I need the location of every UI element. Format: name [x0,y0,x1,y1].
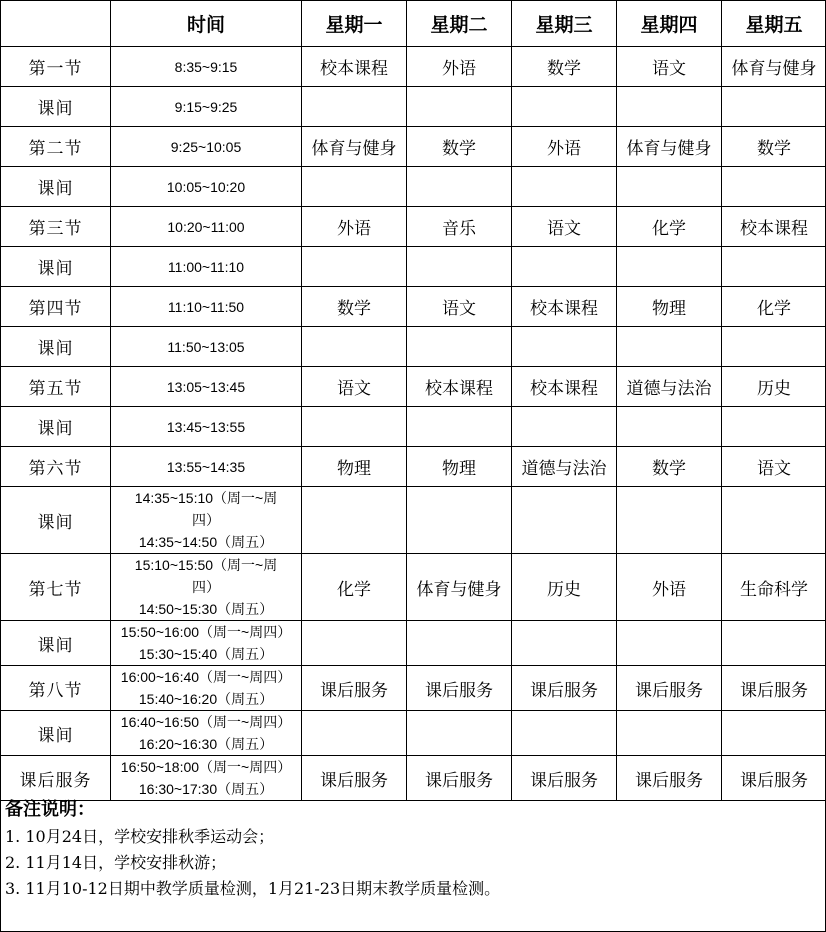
subject-cell: 外语 [512,127,617,167]
period-label: 第三节 [1,207,111,247]
subject-cell: 体育与健身 [722,47,826,87]
subject-cell [302,711,407,756]
period-time [111,167,302,207]
subject-cell [512,407,617,447]
period-label: 第七节 [1,554,111,621]
period-time [111,756,302,801]
subject-cell: 化学 [617,207,722,247]
note-item: 1. 10月24日，学校安排秋季运动会； [5,827,275,846]
period-label: 课间 [1,87,111,127]
period-label: 课间 [1,487,111,554]
subject-cell: 历史 [512,554,617,621]
timetable-row [1,207,826,247]
subject-cell: 物理 [407,447,512,487]
subject-cell [407,621,512,666]
subject-cell: 语文 [302,367,407,407]
subject-cell: 物理 [617,287,722,327]
period-label: 课后服务 [1,756,111,801]
day-header-tuesday: 星期二 [407,1,512,47]
period-label: 课间 [1,327,111,367]
timetable-body [1,47,826,801]
subject-cell [617,711,722,756]
period-time-line: 16:50~18:00（周一~周四） [120,759,292,775]
period-time-line: 10:05~10:20 [166,178,246,195]
subject-cell: 校本课程 [302,47,407,87]
subject-cell: 课后服务 [302,666,407,711]
subject-cell: 语文 [722,447,826,487]
subject-cell: 外语 [617,554,722,621]
timetable-row [1,666,826,711]
subject-cell: 校本课程 [722,207,826,247]
subject-cell: 课后服务 [617,756,722,801]
timetable-row [1,554,826,621]
period-label: 课间 [1,711,111,756]
subject-cell [512,487,617,554]
period-time-line: 14:35~14:50（周五） [138,534,274,550]
subject-cell: 校本课程 [512,367,617,407]
period-label: 第五节 [1,367,111,407]
subject-cell [617,407,722,447]
subject-cell [512,711,617,756]
subject-cell [617,87,722,127]
subject-cell [407,407,512,447]
subject-cell: 数学 [302,287,407,327]
period-time-line: 13:45~13:55 [166,418,246,435]
period-time-line: 13:55~14:35 [166,458,246,475]
period-label: 第二节 [1,127,111,167]
subject-cell [722,711,826,756]
period-time-line: 16:30~17:30（周五） [138,781,274,797]
subject-cell [617,327,722,367]
subject-cell: 体育与健身 [617,127,722,167]
subject-cell: 校本课程 [407,367,512,407]
period-time-line: 10:20~11:00 [167,218,245,235]
period-time [111,666,302,711]
timetable-row [1,87,826,127]
notes-title: 备注说明： [5,799,95,820]
header-row [1,1,826,47]
day-header-monday: 星期一 [302,1,407,47]
subject-cell [617,167,722,207]
subject-cell [302,167,407,207]
subject-cell: 体育与健身 [302,127,407,167]
period-time-line: 四） [192,579,220,595]
subject-cell [302,247,407,287]
period-time [111,127,302,167]
timetable-row [1,47,826,87]
day-header-friday: 星期五 [722,1,826,47]
subject-cell [512,167,617,207]
subject-cell [617,487,722,554]
subject-cell: 历史 [722,367,826,407]
period-label: 课间 [1,621,111,666]
period-time [111,487,302,554]
subject-cell: 课后服务 [722,666,826,711]
timetable-row [1,247,826,287]
subject-cell: 音乐 [407,207,512,247]
subject-cell [302,407,407,447]
period-label: 课间 [1,167,111,207]
period-time-line: 11:10~11:50 [167,298,245,315]
subject-cell: 道德与法治 [512,447,617,487]
subject-cell [512,87,617,127]
subject-cell [722,247,826,287]
subject-cell: 课后服务 [407,666,512,711]
subject-cell: 外语 [302,207,407,247]
day-header-thursday: 星期四 [617,1,722,47]
time-column-header: 时间 [111,1,302,47]
period-time [111,287,302,327]
subject-cell [302,487,407,554]
subject-cell: 课后服务 [407,756,512,801]
period-time [111,367,302,407]
period-time-line: 11:00~11:10 [167,258,245,275]
subject-cell: 道德与法治 [617,367,722,407]
timetable-row [1,367,826,407]
subject-cell: 化学 [302,554,407,621]
period-time-line: 四） [192,512,220,528]
subject-cell: 物理 [302,447,407,487]
timetable-row [1,711,826,756]
period-time [111,407,302,447]
subject-cell: 课后服务 [722,756,826,801]
period-time-line: 15:50~16:00（周一~周四） [120,624,292,640]
timetable-row [1,487,826,554]
subject-cell: 语文 [407,287,512,327]
period-label: 课间 [1,407,111,447]
period-time-line: 15:40~16:20（周五） [138,691,274,707]
timetable-row [1,127,826,167]
subject-cell [722,621,826,666]
period-label: 第八节 [1,666,111,711]
subject-cell: 校本课程 [512,287,617,327]
period-label: 第一节 [1,47,111,87]
subject-cell [407,87,512,127]
subject-cell [617,621,722,666]
period-label: 第四节 [1,287,111,327]
period-time-line: 16:40~16:50（周一~周四） [120,714,292,730]
notes-section [5,798,821,902]
subject-cell: 体育与健身 [407,554,512,621]
subject-cell [617,247,722,287]
period-time-line: 15:10~15:50（周一~周 [134,557,278,573]
period-time [111,554,302,621]
subject-cell: 课后服务 [302,756,407,801]
period-time-line: 16:20~16:30（周五） [138,736,274,752]
period-time-line: 9:25~10:05 [170,138,242,155]
timetable-row [1,167,826,207]
subject-cell: 语文 [617,47,722,87]
subject-cell [407,167,512,207]
subject-cell: 课后服务 [512,666,617,711]
period-time [111,621,302,666]
period-label: 课间 [1,247,111,287]
timetable-row [1,447,826,487]
day-header-wednesday: 星期三 [512,1,617,47]
subject-cell: 数学 [407,127,512,167]
subject-cell [722,407,826,447]
period-time-line: 16:00~16:40（周一~周四） [120,669,292,685]
timetable-row [1,327,826,367]
subject-cell: 生命科学 [722,554,826,621]
subject-cell [512,247,617,287]
corner-cell [1,1,111,47]
period-time-line: 14:35~15:10（周一~周 [134,490,278,506]
subject-cell [722,167,826,207]
period-time [111,447,302,487]
period-time-line: 8:35~9:15 [174,58,238,75]
period-time-line: 9:15~9:25 [174,98,238,115]
subject-cell [512,327,617,367]
subject-cell: 化学 [722,287,826,327]
note-item: 3. 11月10-12日期中教学质量检测，1月21-23日期末教学质量检测。 [5,879,501,898]
period-time-line: 15:30~15:40（周五） [138,646,274,662]
subject-cell: 语文 [512,207,617,247]
subject-cell: 数学 [512,47,617,87]
subject-cell [512,621,617,666]
subject-cell: 课后服务 [617,666,722,711]
period-label: 第六节 [1,447,111,487]
subject-cell: 数学 [617,447,722,487]
period-time-line: 13:05~13:45 [166,378,246,395]
subject-cell [722,327,826,367]
period-time-line: 14:50~15:30（周五） [138,601,274,617]
period-time [111,87,302,127]
subject-cell [722,487,826,554]
subject-cell [302,87,407,127]
subject-cell: 课后服务 [512,756,617,801]
subject-cell [302,621,407,666]
subject-cell [302,327,407,367]
subject-cell: 数学 [722,127,826,167]
timetable-row [1,621,826,666]
subject-cell [407,327,512,367]
timetable-row [1,407,826,447]
period-time [111,327,302,367]
timetable-row [1,287,826,327]
period-time [111,47,302,87]
subject-cell [722,87,826,127]
period-time [111,207,302,247]
note-item: 2. 11月14日，学校安排秋游； [5,853,227,872]
subject-cell: 外语 [407,47,512,87]
timetable-row [1,756,826,801]
subject-cell [407,247,512,287]
subject-cell [407,487,512,554]
period-time [111,247,302,287]
subject-cell [407,711,512,756]
period-time-line: 11:50~13:05 [167,338,245,355]
period-time [111,711,302,756]
